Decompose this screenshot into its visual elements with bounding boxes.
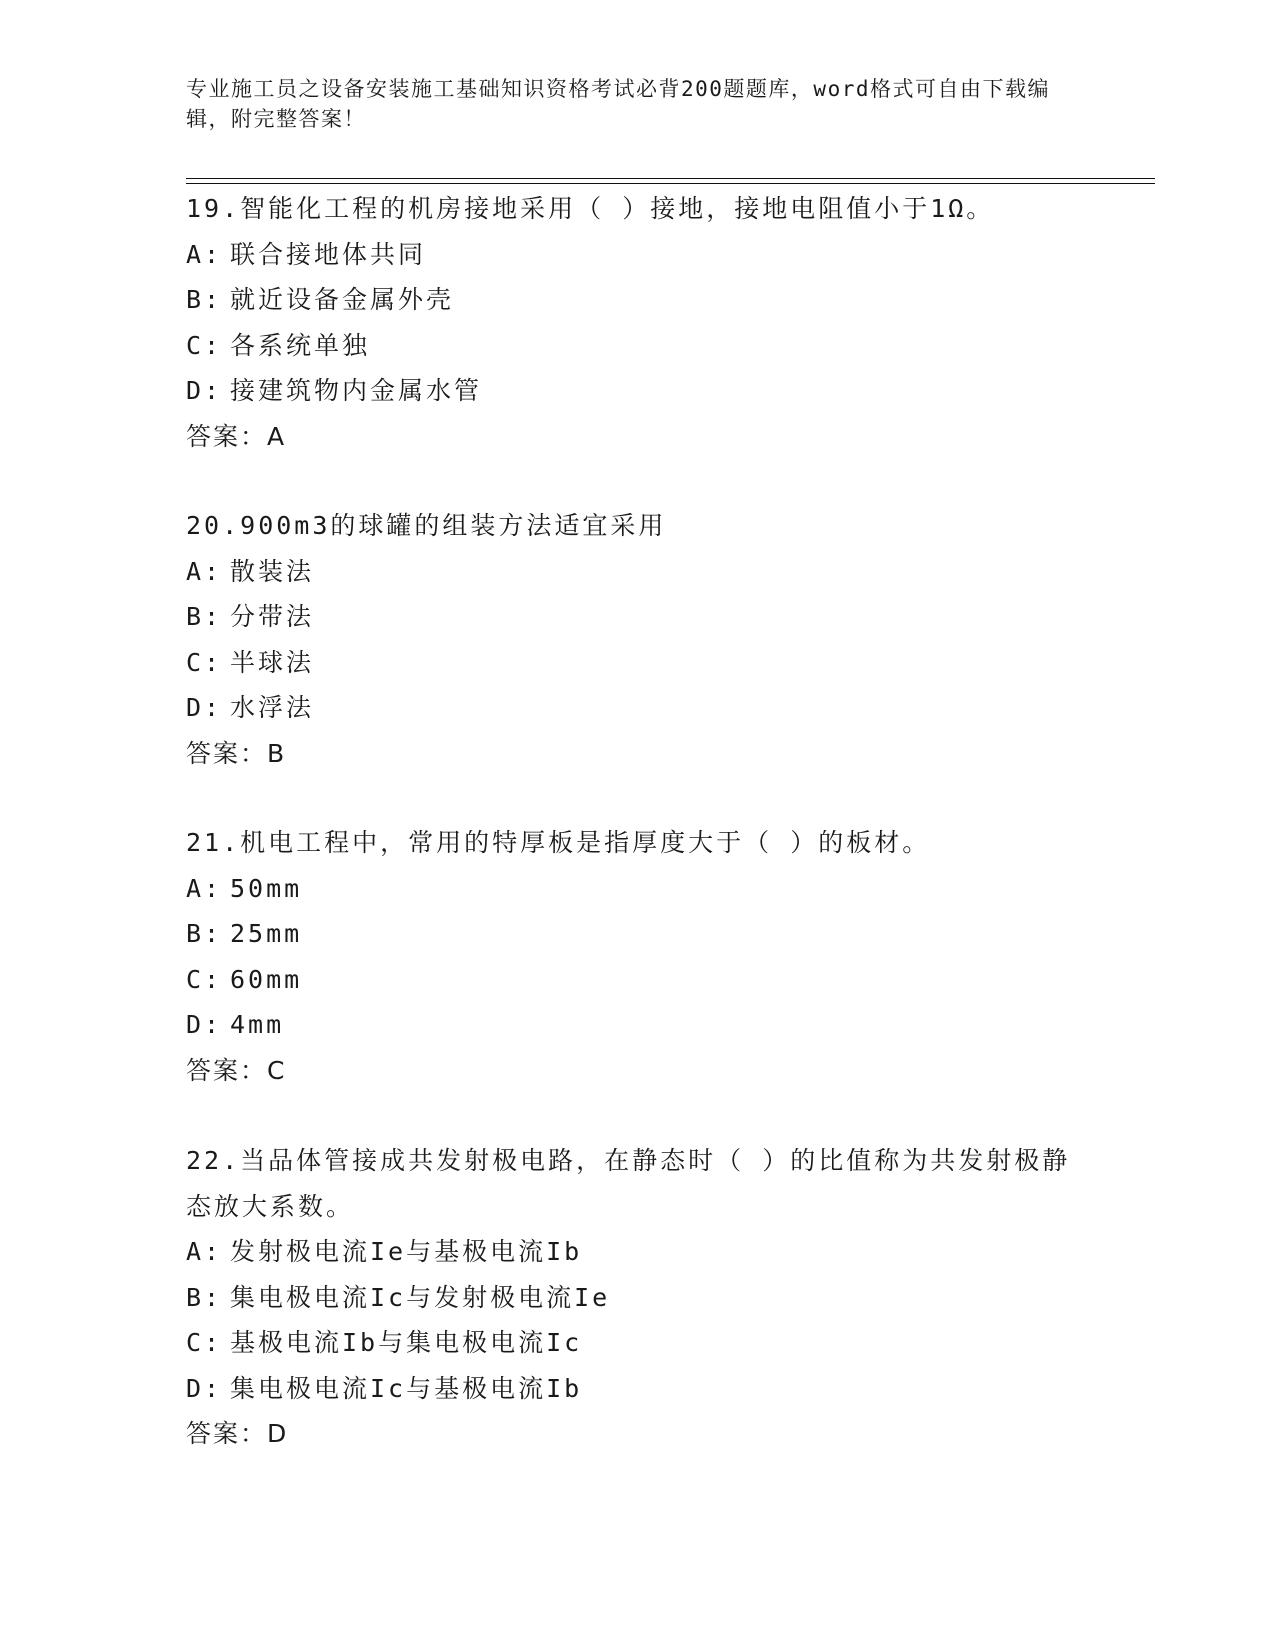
option-d <box>186 368 1086 414</box>
option-a <box>186 1229 1086 1275</box>
option-d <box>186 1366 1086 1412</box>
option-text: 4mm <box>230 1010 285 1039</box>
option-letter: B: <box>186 602 223 631</box>
option-letter: D: <box>186 693 223 722</box>
option-text: 各系统单独 <box>230 330 371 360</box>
option-letter: D: <box>186 1373 223 1403</box>
option-text: 集电极电流Ic与基极电流Ib <box>230 1373 583 1403</box>
option-text: 接建筑物内金属水管 <box>230 376 483 405</box>
option-letter: C: <box>186 647 223 677</box>
question-19 <box>186 186 1086 459</box>
option-b <box>186 277 1086 323</box>
answer-line: 答案：C <box>186 1055 287 1085</box>
question-text: 19.智能化工程的机房接地采用（ ）接地，接地电阻值小于1Ω。 <box>186 194 995 223</box>
option-text: 分带法 <box>230 602 315 631</box>
option-text: 联合接地体共同 <box>230 239 427 269</box>
option-c <box>186 640 1086 686</box>
option-text: 发射极电流Ie与基极电流Ib <box>230 1237 583 1266</box>
option-text: 25mm <box>230 919 303 948</box>
option-text: 60mm <box>230 964 303 994</box>
option-letter: D: <box>186 1010 223 1039</box>
option-text: 就近设备金属外壳 <box>230 285 455 314</box>
option-c <box>186 323 1086 369</box>
option-letter: B: <box>186 919 223 948</box>
question-text: 20.900m3的球罐的组装方法适宜采用 <box>186 511 667 540</box>
option-letter: C: <box>186 330 223 360</box>
option-letter: A: <box>186 556 223 586</box>
option-d <box>186 685 1086 731</box>
option-text: 水浮法 <box>230 693 315 722</box>
question-21 <box>186 820 1086 1093</box>
question-22 <box>186 1138 1086 1457</box>
question-20 <box>186 503 1086 776</box>
option-text: 50mm <box>230 873 303 903</box>
document-header: 专业施工员之设备安装施工基础知识资格考试必背200题题库，word格式可自由下载编辑，附完整答案！ <box>186 77 1050 131</box>
option-letter: B: <box>186 1282 223 1312</box>
option-letter: C: <box>186 964 223 994</box>
answer-line: 答案：B <box>186 738 287 768</box>
option-a <box>186 549 1086 595</box>
header-rule-top <box>186 178 1155 179</box>
question-text: 22.当品体管接成共发射极电路，在静态时（ ）的比值称为共发射极静态放大系数。 <box>186 1146 1071 1221</box>
question-text: 21.机电工程中，常用的特厚板是指厚度大于（ ）的板材。 <box>186 828 931 857</box>
option-letter: A: <box>186 239 223 269</box>
option-text: 基极电流Ib与集电极电流Ic <box>230 1328 583 1357</box>
answer-line: 答案：D <box>186 1419 289 1448</box>
option-letter: D: <box>186 376 223 405</box>
option-letter: A: <box>186 1237 223 1266</box>
option-letter: C: <box>186 1328 223 1357</box>
option-letter: B: <box>186 285 223 314</box>
header-double-rule <box>186 178 1155 184</box>
option-b <box>186 1275 1086 1321</box>
option-text: 散装法 <box>230 556 315 586</box>
option-c <box>186 957 1086 1003</box>
answer-line: 答案：A <box>186 421 287 451</box>
option-b <box>186 911 1086 957</box>
option-a <box>186 232 1086 278</box>
option-text: 集电极电流Ic与发射极电流Ie <box>230 1282 611 1312</box>
option-d <box>186 1002 1086 1048</box>
option-c <box>186 1320 1086 1366</box>
option-text: 半球法 <box>230 647 315 677</box>
header-rule-bottom <box>186 183 1155 184</box>
option-b <box>186 594 1086 640</box>
option-letter: A: <box>186 873 223 903</box>
option-a <box>186 866 1086 912</box>
